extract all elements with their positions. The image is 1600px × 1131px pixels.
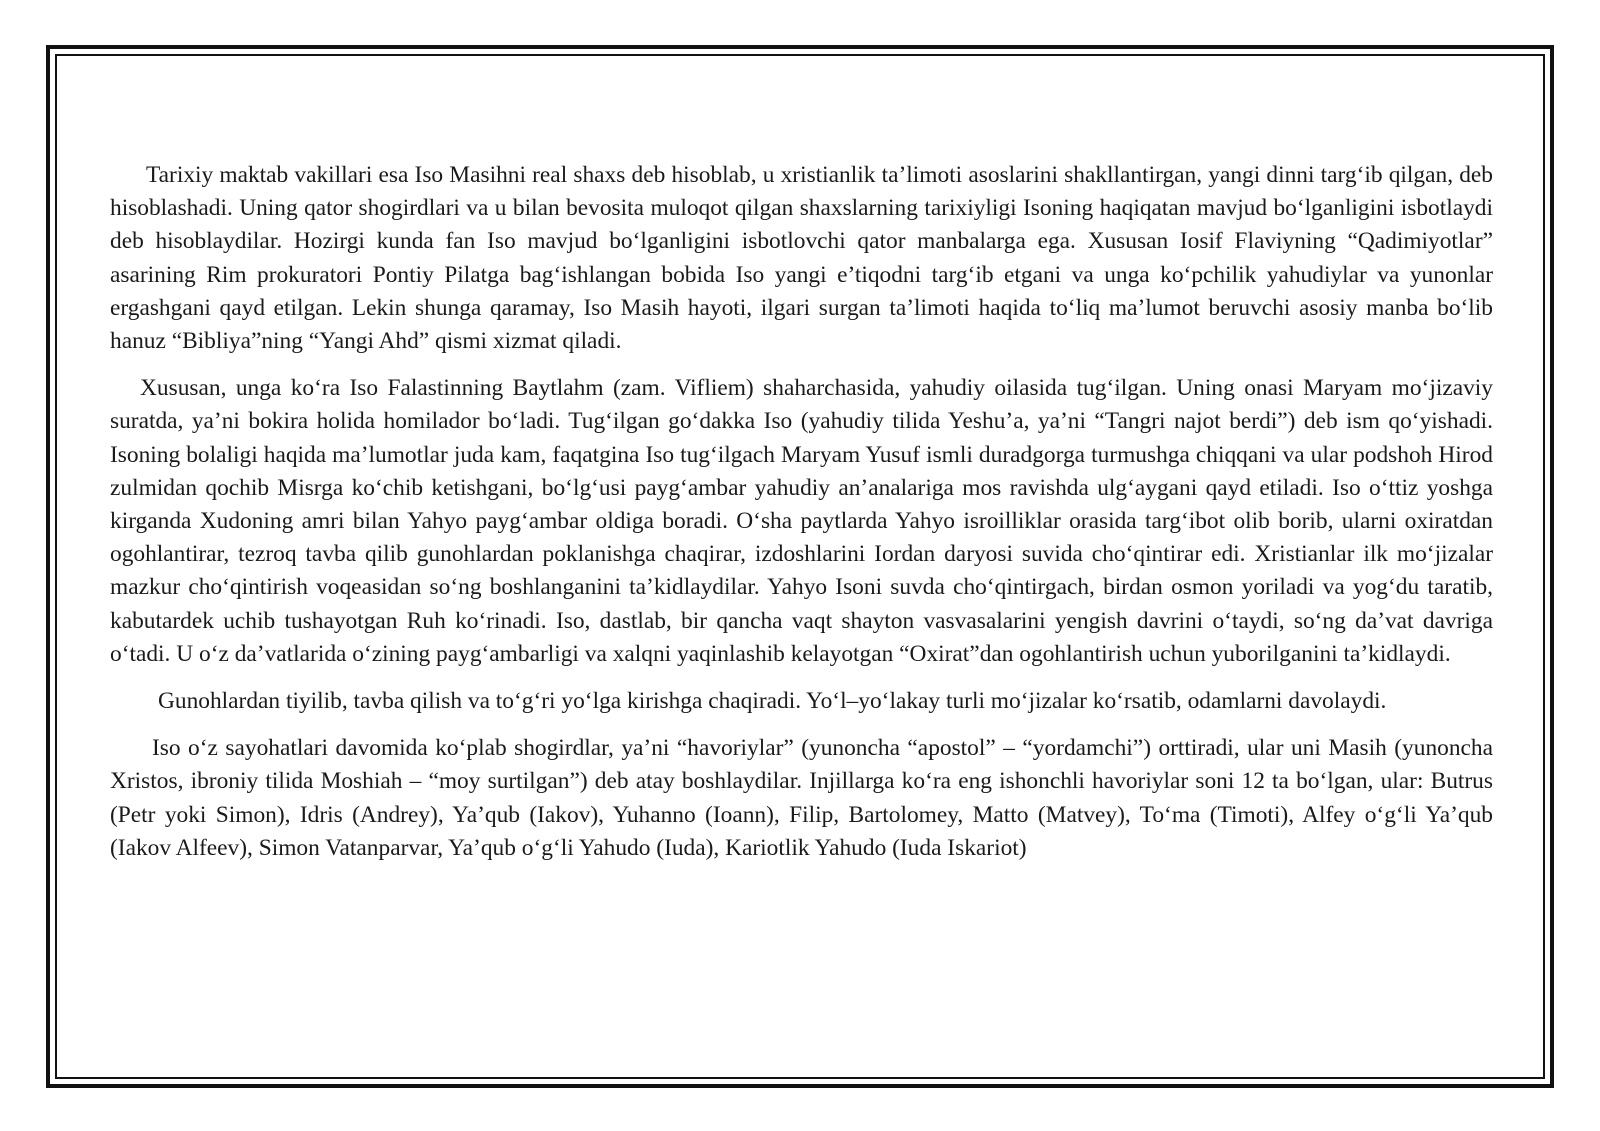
document-body	[110, 159, 1493, 879]
paragraph-historical-school: Tarixiy maktab vakillari esa Iso Masihni real shaxs deb hisoblab, u xristianlik ta’limoti asoslarini shakllantirgan, yangi dinni targ‘ib qilgan, deb hisoblashadi. Uning qator shogirdlari va u bilan bevosita muloqot qilgan shaxslarning tarixiyligi Isoning haqiqatan mavjud bo‘lganligini isbotlaydi deb hisoblaydilar. Hozirgi kunda fan Iso mavjud bo‘lganligini isbotlovchi qator manbalarga ega. Xususan Iosif Flaviyning “Qadimiyotlar” asarining Rim prokuratori Pontiy Pilatga bag‘ishlangan bobida Iso yangi e’tiqodni targ‘ib etgani va unga ko‘pchilik yahudiylar va yunonlar ergashgani qayd etilgan. Lekin shunga qaramay, Iso Masih hayoti, ilgari surgan ta’limoti haqida to‘liq ma’lumot beruvchi asosiy manba bo‘lib hanuz “Bibliya”ning “Yangi Ahd” qismi xizmat qiladi.	[110, 162, 1493, 355]
paragraph-birth-and-baptism: Xususan, unga ko‘ra Iso Falastinning Baytlahm (zam. Vifliem) shaharchasida, yahudiy oilasida tug‘ilgan. Uning onasi Maryam mo‘jizaviy suratda, ya’ni bokira holida homilador bo‘ladi. Tug‘ilgan go‘dakka Iso (yahudiy tilida Yeshu’a, ya’ni “Tangri najot berdi”) deb ism qo‘yishadi. Isoning bolaligi haqida ma’lumotlar juda kam, faqatgina Iso tug‘ilgach Maryam Yusuf ismli duradgorga turmushga chiqqani va ular podshoh Hirod zulmidan qochib Misrga ko‘chib ketishgani, bo‘lg‘usi payg‘ambar yahudiy an’analariga mos ravishda ulg‘aygani qayd etiladi. Iso o‘ttiz yoshga kirganda Xudoning amri bilan Yahyo payg‘ambar oldiga boradi. O‘sha paytlarda Yahyo isroilliklar orasida targ‘ibot olib borib, ularni oxiratdan ogohlantirar, tezroq tavba qilib gunohlardan poklanishga chaqirar, izdoshlarini Iordan daryosi suvida cho‘qintirar edi. Xristianlar ilk mo‘jizalar mazkur cho‘qintirish voqeasidan so‘ng boshlanganini ta’kidlaydilar. Yahyo Isoni suvda cho‘qintirgach, birdan osmon yoriladi va yog‘du taratib, kabutardek uchib tushayotgan Ruh ko‘rinadi. Iso, dastlab, bir qancha vaqt shayton vasvasalarini yengish davrini o‘taydi, so‘ng da’vat davriga o‘tadi. U o‘z da’vatlarida o‘zining payg‘ambarligi va xalqni yaqinlashib kelayotgan “Oxirat”dan ogohlantirish uchun yuborilganini ta’kidlaydi.	[110, 375, 1493, 667]
paragraph-repentance: Gunohlardan tiyilib, tavba qilish va to‘g‘ri yo‘lga kirishga chaqiradi. Yo‘l–yo‘lakay turli mo‘jizalar ko‘rsatib, odamlarni davolaydi.	[158, 688, 1387, 715]
paragraph-apostles: Iso o‘z sayohatlari davomida ko‘plab shogirdlar, ya’ni “havoriylar” (yunoncha “apostol” – “yordamchi”) orttiradi, ular uni Masih (yunoncha Xristos, ibroniy tilida Moshiah – “moy surtilgan”) deb atay boshlaydilar. Injillarga ko‘ra eng ishonchli havoriylar soni 12 ta bo‘lgan, ular: Butrus (Petr yoki Simon), Idris (Andrey), Ya’qub (Iakov), Yuhanno (Ioann), Filip, Bartolomey, Matto (Matvey), To‘ma (Timoti), Alfey o‘g‘li Ya’qub (Iakov Alfeev), Simon Vatanparvar, Ya’qub o‘g‘li Yahudo (Iuda), Kariotlik Yahudo (Iuda Iskariot)	[110, 735, 1493, 861]
